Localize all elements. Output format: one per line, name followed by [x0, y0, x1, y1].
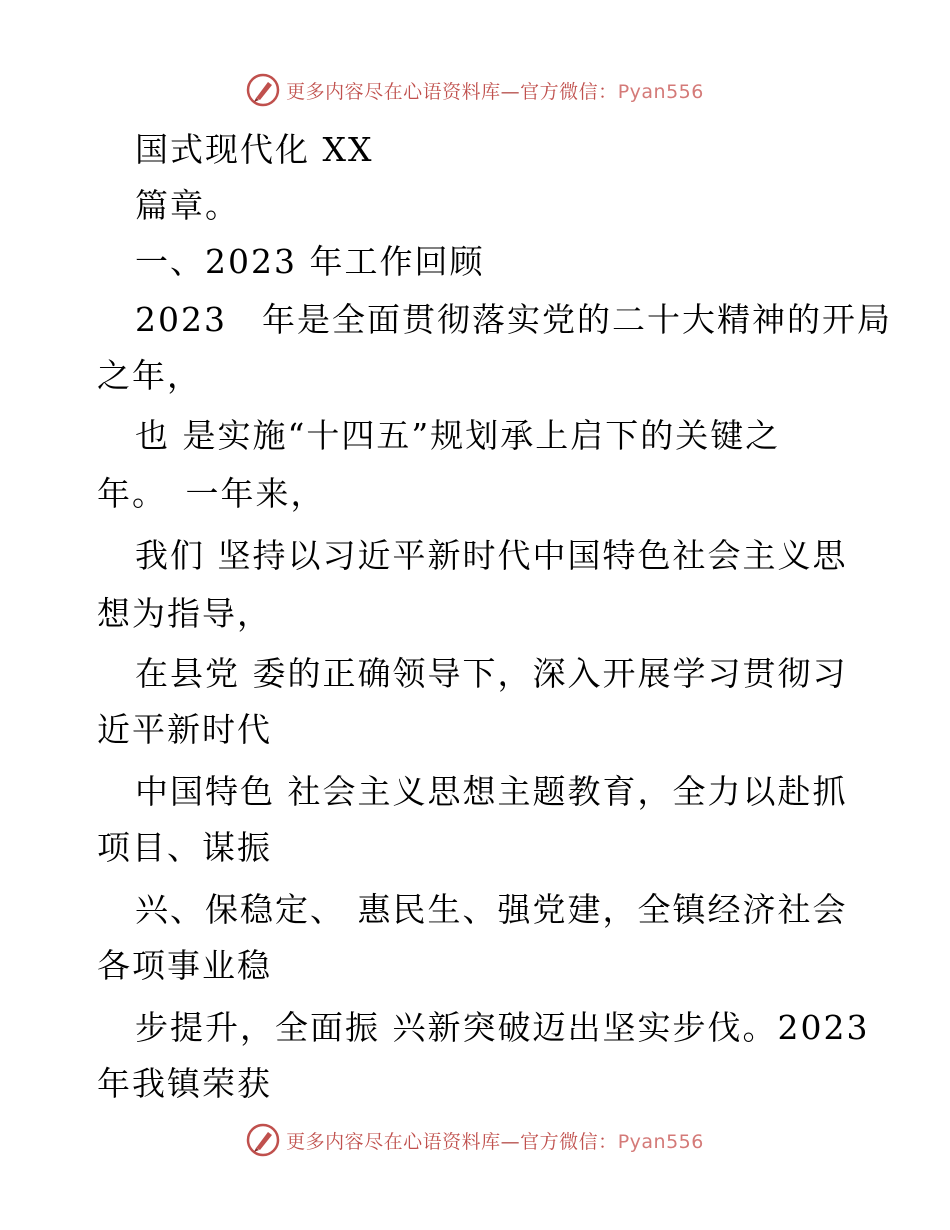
pen-logo-icon	[246, 1123, 280, 1157]
watermark-official-label: 官方微信：	[520, 1130, 618, 1153]
text-line: 2023 年是全面贯彻落实党的二十大精神的开局	[135, 300, 892, 339]
text-line: 想为指导，	[97, 594, 272, 633]
text-line: 我们 坚持以习近平新时代中国特色社会主义思	[135, 536, 848, 575]
header-watermark	[0, 72, 950, 108]
footer-watermark	[0, 1122, 950, 1158]
watermark-official-label: 官方微信：	[520, 80, 618, 103]
text-line: 国式现代化 XX	[135, 130, 374, 169]
text-line: 项目、谋振	[97, 828, 272, 867]
text-line: 步提升，全面振 兴新突破迈出坚实步伐。2023	[135, 1008, 870, 1047]
watermark-text	[286, 77, 704, 104]
text-line: 之年，	[97, 356, 202, 395]
text-line: 中国特色 社会主义思想主题教育，全力以赴抓	[135, 772, 848, 811]
watermark-text	[286, 1127, 704, 1154]
text-line: 各项事业稳	[97, 946, 272, 985]
watermark-wechat-id: Pyan556	[617, 80, 704, 103]
pen-logo-icon	[246, 73, 280, 107]
text-line: 兴、保稳定、 惠民生、强党建，全镇经济社会	[135, 890, 848, 929]
text-line: 篇章。	[135, 186, 240, 225]
watermark-main-text: 更多内容尽在心语资料库	[286, 1130, 501, 1153]
text-line: 年。 一年来，	[97, 474, 326, 513]
watermark-main-text: 更多内容尽在心语资料库	[286, 80, 501, 103]
watermark-wechat-id: Pyan556	[617, 1130, 704, 1153]
watermark-dash: —	[500, 80, 521, 103]
text-line: 年我镇荣获	[97, 1064, 272, 1103]
section-heading: 一、2023 年工作回顾	[135, 242, 485, 281]
text-line: 近平新时代	[97, 710, 272, 749]
text-line: 在县党 委的正确领导下，深入开展学习贯彻习	[135, 654, 848, 693]
watermark-dash: —	[500, 1130, 521, 1153]
text-line: 也 是实施“十四五”规划承上启下的关键之	[135, 416, 781, 455]
